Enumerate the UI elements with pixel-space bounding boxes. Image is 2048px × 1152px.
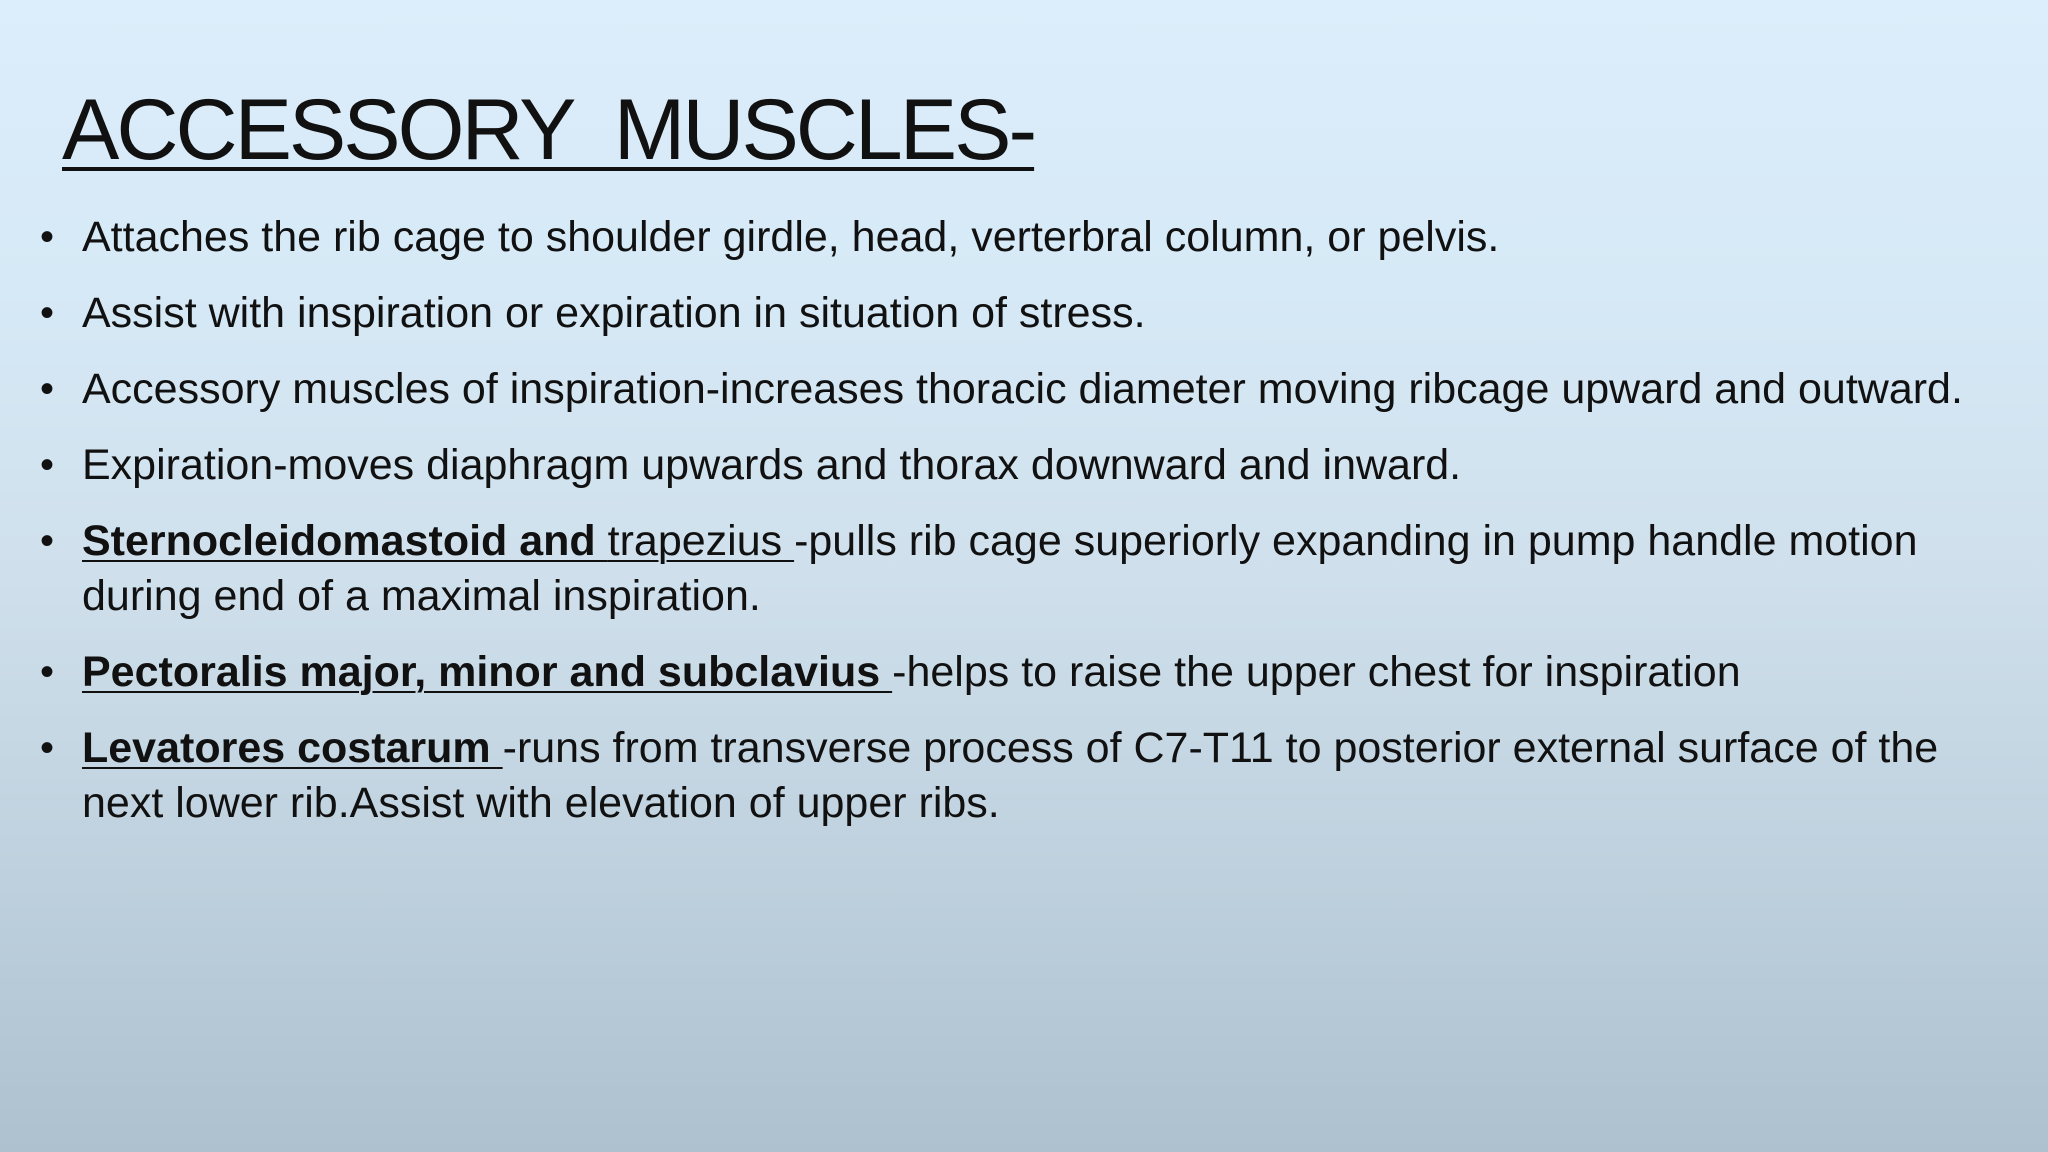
bullet-icon: • (40, 519, 55, 563)
term-bold: Sternocleidomastoid and (82, 517, 608, 565)
term-description: -helps to raise the upper chest for inspiration (892, 648, 1741, 696)
term-plain: trapezius (607, 517, 795, 565)
bullet-item (40, 514, 1970, 624)
bullet-item (40, 721, 1970, 831)
bullet-text: Expiration-moves diaphragm upwards and thorax downward and inward. (82, 441, 1462, 489)
bullet-icon: • (40, 650, 55, 694)
bullet-icon: • (40, 443, 55, 487)
term-bold: Levatores costarum (82, 724, 503, 772)
bullet-text: Attaches the rib cage to shoulder girdle, head, verterbral column, or pelvis. (82, 213, 1500, 261)
bullet-item (40, 362, 1970, 417)
bullet-text (82, 514, 1970, 624)
bullet-text (82, 721, 1970, 831)
bullet-icon: • (40, 291, 55, 335)
term-bold: Pectoralis major, minor and subclavius (82, 648, 893, 696)
bullet-list (40, 210, 1970, 852)
bullet-item (40, 438, 1970, 493)
term-description: -pulls rib cage superiorly expanding in pump handle motion during end of a maximal inspiration. (82, 517, 1918, 620)
slide-title: ACCESSORY MUSCLES- (62, 82, 1035, 178)
bullet-item (40, 210, 1970, 265)
bullet-text: Accessory muscles of inspiration-increases thoracic diameter moving ribcage upward and outward. (82, 365, 1963, 413)
bullet-icon: • (40, 726, 55, 770)
term-description: -runs from transverse process of C7-T11 to posterior external surface of the next lower rib.Assist with elevation of upper ribs. (82, 724, 1939, 827)
bullet-text (82, 645, 1970, 700)
bullet-item (40, 645, 1970, 700)
bullet-item (40, 286, 1970, 341)
bullet-icon: • (40, 215, 55, 259)
bullet-text: Assist with inspiration or expiration in situation of stress. (82, 289, 1146, 337)
bullet-icon: • (40, 367, 55, 411)
